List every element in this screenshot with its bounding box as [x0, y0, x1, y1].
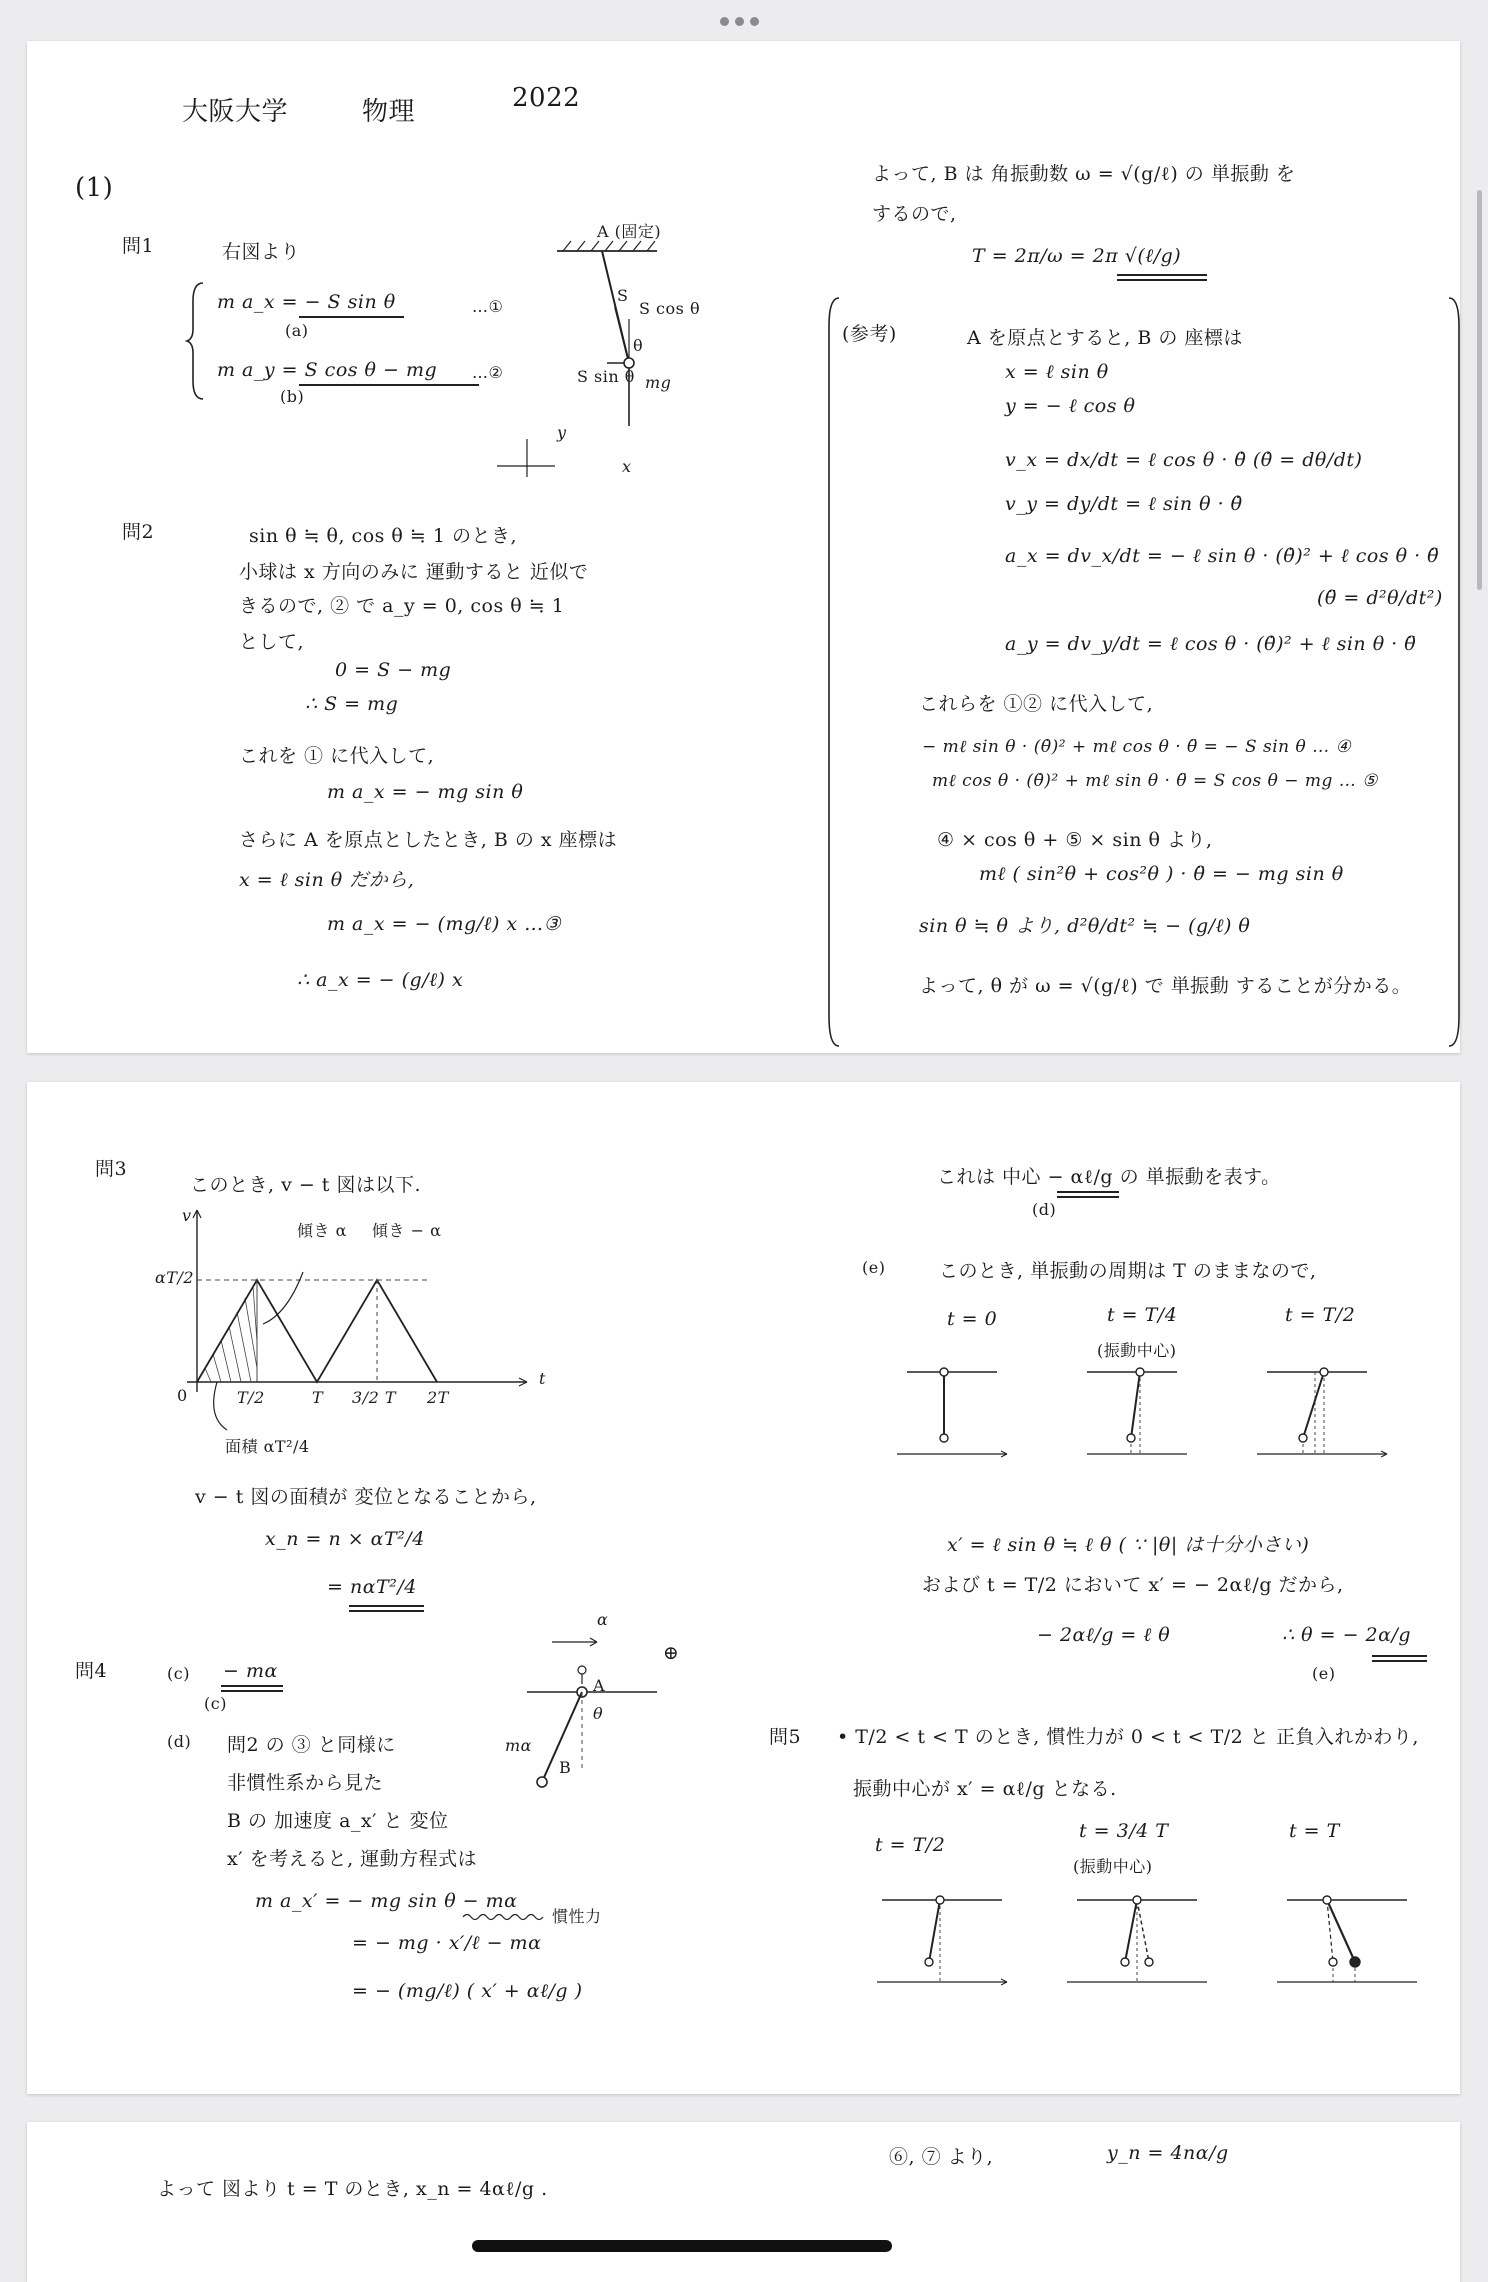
ref-line-8: a_y = dv_y/dt = ℓ cos θ · (θ̇)² + ℓ sin θ · θ̈ — [1005, 633, 1417, 655]
q2-line-7: これを ① に代入して, — [239, 745, 435, 767]
ref-line-11: mℓ cos θ · (θ̇)² + mℓ sin θ · θ̈ = S cos θ − mg … ⑤ — [932, 771, 1378, 791]
section-label: (1) — [75, 173, 114, 203]
q1-eq2: m a_y = S cos θ − mg — [217, 359, 438, 381]
q2-line-2: 小球は x 方向のみに 運動すると 近似で — [239, 561, 589, 583]
q4-fig-B: B — [559, 1758, 572, 1777]
ref-line-5: v_y = dy/dt = ℓ sin θ · θ̇ — [1005, 493, 1243, 515]
ref-line-13: mℓ ( sin²θ + cos²θ ) · θ̈ = − mg sin θ — [979, 863, 1344, 885]
vt-graph-tick-1: T/2 — [237, 1388, 265, 1407]
q5-frame-1 — [877, 1896, 1007, 1985]
vt-graph-t-label: t — [539, 1369, 546, 1388]
q4-fig-ma: mα — [505, 1736, 532, 1755]
ref-line-3: y = − ℓ cos θ — [1005, 395, 1136, 417]
q4-inertial-note: 慣性力 — [552, 1907, 602, 1926]
vt-graph-tick-3: 3/2 T — [352, 1388, 397, 1407]
q3-line-4: = nαT²/4 — [327, 1576, 417, 1598]
document-page-1 — [27, 41, 1460, 1053]
q1-fig-A: A (固定) — [597, 222, 662, 241]
ref-line-15: よって, θ が ω = √(g/ℓ) で 単振動 することが分かる。 — [919, 975, 1412, 997]
q1-fig-Scos: S cos θ — [639, 299, 701, 318]
q4-c-underline — [221, 1684, 291, 1694]
vt-graph-area-label: 面積 αT²/4 — [225, 1437, 310, 1456]
e-caption-1: t = 0 — [947, 1308, 998, 1330]
vt-graph-tick-2: T — [312, 1388, 324, 1407]
q5-pendulum-frames — [867, 1872, 1427, 2002]
q3-line-2: v − t 図の面積が 変位となることから, — [195, 1486, 537, 1508]
theta-answer-underline — [1372, 1654, 1432, 1664]
q1-eq2-num: …② — [472, 363, 504, 382]
q4-wavy-underline — [463, 1912, 545, 1922]
q4-line-7: = − (mg/ℓ) ( x′ + αℓ/g ) — [352, 1980, 583, 2002]
period-result: T = 2π/ω = 2π √(ℓ/g) — [972, 245, 1182, 267]
document-page-2 — [27, 1082, 1460, 2094]
q1-eq1-tag: (a) — [285, 321, 309, 340]
ref-line-2: x = ℓ sin θ — [1005, 361, 1109, 383]
q4-c-answer: − mα — [223, 1660, 278, 1682]
q5-caption-3: t = T — [1289, 1820, 1340, 1842]
p2-right-line-1: これは 中心 − αℓ/g の 単振動を表す。 — [937, 1166, 1281, 1188]
q1-fig-Ssin: S sin θ — [577, 367, 635, 386]
q1-from: 右図より — [222, 241, 301, 263]
q2-line-9: さらに A を原点としたとき, B の x 座標は — [239, 829, 618, 851]
q4-fig-alpha: α — [597, 1610, 609, 1629]
e-frame-1 — [897, 1368, 1007, 1457]
q4-label: 問4 — [75, 1660, 108, 1682]
e-pendulum-frames — [887, 1350, 1407, 1460]
q4-d-tag: (d) — [167, 1732, 192, 1751]
q2-line-4: として, — [239, 631, 305, 653]
q1-eq2-tag: (b) — [280, 387, 305, 406]
q2-line-8: m a_x = − mg sin θ — [327, 781, 524, 803]
q4-c-sub: (c) — [204, 1694, 227, 1713]
reference-bracket — [827, 296, 1460, 1053]
q5-label: 問5 — [769, 1726, 802, 1748]
q4-pendulum-figure — [497, 1622, 687, 1792]
vt-graph-origin: 0 — [177, 1386, 188, 1405]
header-university: 大阪大学 — [182, 97, 289, 127]
scrollbar[interactable] — [1477, 190, 1482, 590]
q4-line-2: 非慣性系から見た — [227, 1772, 384, 1794]
q5-caption-2-sub: (振動中心) — [1073, 1857, 1153, 1876]
q4-line-5: m a_x′ = − mg sin θ − mα — [255, 1890, 518, 1912]
q5-caption-1: t = T/2 — [875, 1834, 946, 1856]
vt-graph-tick-4: 2T — [427, 1388, 449, 1407]
q1-brace — [187, 281, 207, 401]
q1-fig-x: x — [622, 457, 632, 476]
ref-line-1: A を原点とすると, B の 座標は — [967, 327, 1243, 349]
q2-line-6: ∴ S = mg — [305, 693, 399, 715]
e-frame-2 — [1087, 1368, 1187, 1454]
q1-fig-S: S — [617, 286, 629, 305]
q5-line-1: • T/2 < t < T のとき, 慣性力が 0 < t < T/2 と 正負入れかわり, — [837, 1726, 1419, 1748]
q1-eq1-num: …① — [472, 297, 504, 316]
q1-eq1-underline — [299, 315, 409, 321]
ref-line-10: − mℓ sin θ · (θ̇)² + mℓ cos θ · θ̈ = − S sin θ … ④ — [922, 737, 1352, 757]
q4-line-6: = − mg · x′/ℓ − mα — [352, 1932, 542, 1954]
p2-right-line-5: − 2αℓ/g = ℓ θ — [1037, 1624, 1171, 1646]
e-frame-3 — [1257, 1368, 1387, 1457]
q4-fig-theta: θ — [593, 1704, 604, 1723]
header-subject: 物理 — [362, 97, 416, 127]
q5-line-2: 振動中心が x′ = αℓ/g となる. — [853, 1778, 1117, 1800]
p1-right-line-1: よって, B は 角振動数 ω = √(g/ℓ) の 単振動 を — [872, 163, 1296, 185]
q2-line-1: sin θ ≒ θ, cos θ ≒ 1 のとき, — [249, 525, 518, 547]
ref-line-14: sin θ ≒ θ より, d²θ/dt² ≒ − (g/ℓ) θ — [919, 915, 1251, 937]
vt-graph-hatch — [205, 1286, 257, 1382]
q2-line-3: きるので, ② で a_y = 0, cos θ ≒ 1 — [239, 595, 565, 617]
theta-answer-tag: (e) — [1312, 1664, 1336, 1683]
e-caption-2: t = T/4 — [1107, 1304, 1178, 1326]
p2-right-line-4: および t = T/2 において x′ = − 2αℓ/g だから, — [922, 1574, 1344, 1596]
center-answer-underline — [1057, 1190, 1127, 1200]
document-page-3 — [27, 2122, 1460, 2282]
q4-line-4: x′ を考えると, 運動方程式は — [227, 1848, 478, 1870]
p2-right-d-tag: (d) — [1032, 1200, 1057, 1219]
vt-graph-slope-neg: 傾き − α — [372, 1221, 442, 1240]
q4-c-tag: (c) — [167, 1664, 190, 1683]
e-caption-3: t = T/2 — [1285, 1304, 1356, 1326]
vt-graph-v-label: v — [182, 1206, 192, 1225]
q5-frame-3 — [1277, 1896, 1417, 1982]
q2-line-10: x = ℓ sin θ だから, — [239, 869, 415, 891]
ref-line-12: ④ × cos θ + ⑤ × sin θ より, — [937, 829, 1213, 851]
q5-caption-2: t = 3/4 T — [1079, 1820, 1169, 1842]
ref-line-7: (θ̈ = d²θ/dt²) — [1317, 587, 1443, 609]
ref-line-6: a_x = dv_x/dt = − ℓ sin θ · (θ̇)² + ℓ cos θ · θ̈ — [1005, 545, 1440, 567]
q1-fig-theta: θ — [633, 336, 644, 355]
q2-line-12: ∴ a_x = − (g/ℓ) x — [297, 969, 464, 991]
e-caption-2-sub: (振動中心) — [1097, 1341, 1177, 1360]
period-underline — [1117, 273, 1217, 283]
q4-line-1: 問2 の ③ と同様に — [227, 1734, 396, 1756]
q3-answer-underline — [349, 1604, 429, 1614]
q4-fig-plus: ⊕ — [663, 1642, 680, 1664]
q1-pendulum-figure — [527, 211, 697, 511]
vt-graph-peak-label: αT/2 — [155, 1268, 195, 1287]
q4-line-3: B の 加速度 a_x′ と 変位 — [227, 1810, 449, 1832]
ref-line-4: v_x = dx/dt = ℓ cos θ · θ̇ (θ̇ = dθ/dt) — [1005, 449, 1363, 471]
ref-line-9: これらを ①② に代入して, — [919, 693, 1154, 715]
vt-graph-line — [197, 1280, 437, 1382]
p3-line-2: ⑥, ⑦ より, — [889, 2146, 994, 2168]
q1-eq2-underline — [299, 383, 489, 389]
q3-line-1: このとき, v − t 図は以下. — [190, 1174, 422, 1196]
theta-answer: ∴ θ = − 2α/g — [1282, 1624, 1412, 1646]
q1-label: 問1 — [122, 235, 155, 257]
p2-right-e-tag: (e) — [862, 1258, 886, 1277]
q2-line-5: 0 = S − mg — [335, 659, 452, 681]
p1-right-line-2: するので, — [872, 203, 957, 225]
q2-line-11: m a_x = − (mg/ℓ) x …③ — [327, 913, 562, 935]
q5-frame-2 — [1067, 1896, 1207, 1982]
vt-graph-slope-pos: 傾き α — [297, 1221, 347, 1240]
q4-fig-A: A — [593, 1676, 606, 1695]
q2-label: 問2 — [122, 521, 155, 543]
p2-right-line-3: x′ = ℓ sin θ ≒ ℓ θ ( ∵ |θ| は十分小さい) — [947, 1534, 1310, 1556]
home-indicator[interactable] — [472, 2240, 892, 2252]
p3-line-3: y_n = 4nα/g — [1107, 2142, 1229, 2164]
q1-eq1: m a_x = − S sin θ — [217, 291, 396, 313]
q3-label: 問3 — [95, 1158, 128, 1180]
header-year: 2022 — [512, 83, 581, 113]
window-menu-dots[interactable] — [720, 17, 759, 26]
q3-line-3: x_n = n × αT²/4 — [265, 1528, 425, 1550]
reference-label: (参考) — [842, 323, 897, 345]
q1-fig-mg: mg — [645, 373, 672, 392]
p3-line-1: よって 図より t = T のとき, x_n = 4αℓ/g . — [157, 2178, 548, 2200]
p2-right-line-2: このとき, 単振動の周期は T のままなので, — [939, 1260, 1317, 1282]
q1-fig-y: y — [557, 423, 567, 442]
